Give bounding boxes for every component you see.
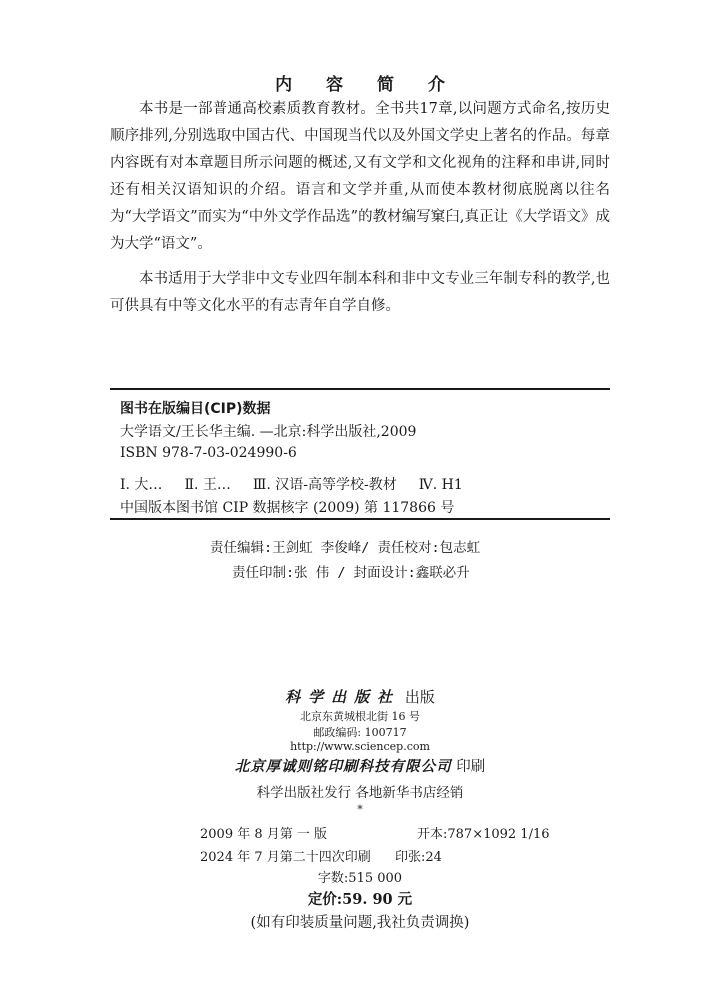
- printer-line: [0, 755, 720, 776]
- summary-paragraph-1: 本书是一部普通高校素质教育教材。全书共17章,以问题方式命名,按历史顺序排列,分别选取中国古代、中国现当代以及外国文学史上著名的作品。每章内容既有对本章题目所示问题的概述,又有文学和文化视角的注释和串讲,同时还有相关汉语知识的介绍。语言和文学并重,从而使本教材彻底脱离以往名为“大学语文”而实为“中外文学作品选”的教材编写窠臼,真正让《大学语文》成为大学“语文”。: [110, 101, 610, 252]
- cip-heading: 图书在版编目(CIP)数据: [120, 401, 271, 417]
- publisher-url: http://www.sciencep.com: [290, 740, 430, 753]
- cip-class-3: Ⅲ. 汉语-高等学校-教材: [252, 477, 397, 493]
- summary-title: 内 容 简 介: [275, 75, 459, 95]
- cip-title-line: 大学语文/王长华主编. —北京:科学出版社,2009: [120, 424, 417, 440]
- distribution-line: 科学出版社发行 各地新华书店经销: [256, 785, 464, 801]
- printing-info: 2024 年 7 月第二十四次印刷: [200, 850, 371, 865]
- publisher-line: [0, 686, 720, 707]
- cip-class-2: Ⅱ. 王…: [184, 477, 231, 493]
- publisher-suffix: 出版: [404, 688, 435, 706]
- cip-bottom-rule: [110, 518, 610, 520]
- price: 定价:59. 90 元: [307, 891, 413, 908]
- publisher-postal-code: 邮政编码: 100717: [313, 726, 407, 739]
- edition-info: 2009 年 8 月第 一 版: [200, 827, 328, 842]
- quality-notice: (如有印装质量问题,我社负责调换): [250, 915, 470, 931]
- cip-class-1: Ⅰ. 大…: [120, 477, 163, 493]
- word-count: 字数:515 000: [317, 871, 403, 886]
- sheets-info: 印张:24: [395, 850, 442, 865]
- separator-star: *: [357, 803, 363, 816]
- summary-paragraph-2: 本书适用于大学非中文专业四年制本科和非中文专业三年制专科的教学,也可供具有中等文化水平的有志青年自学自修。: [110, 271, 610, 314]
- printer-name: 北京厚诚则铭印刷科技有限公司: [234, 758, 452, 775]
- publisher-logo-text: 科学出版社: [285, 688, 401, 706]
- format-info: 开本:787×1092 1/16: [417, 827, 550, 842]
- cip-record-number: 中国版本图书馆 CIP 数据核字 (2009) 第 117866 号: [120, 500, 455, 516]
- publisher-address: 北京东黄城根北街 16 号: [300, 710, 420, 723]
- cip-class-4: Ⅳ. H1: [418, 477, 463, 493]
- cip-isbn: ISBN 978-7-03-024990-6: [120, 445, 297, 461]
- staff-production: 责任印制:张 伟 / 封面设计:鑫联必升: [232, 565, 470, 581]
- printer-suffix: 印刷: [456, 759, 486, 775]
- cip-top-rule: [110, 388, 610, 390]
- staff-editors: 责任编辑:王剑虹 李俊峰/ 责任校对:包志虹: [210, 540, 481, 556]
- cip-classification: [120, 474, 485, 494]
